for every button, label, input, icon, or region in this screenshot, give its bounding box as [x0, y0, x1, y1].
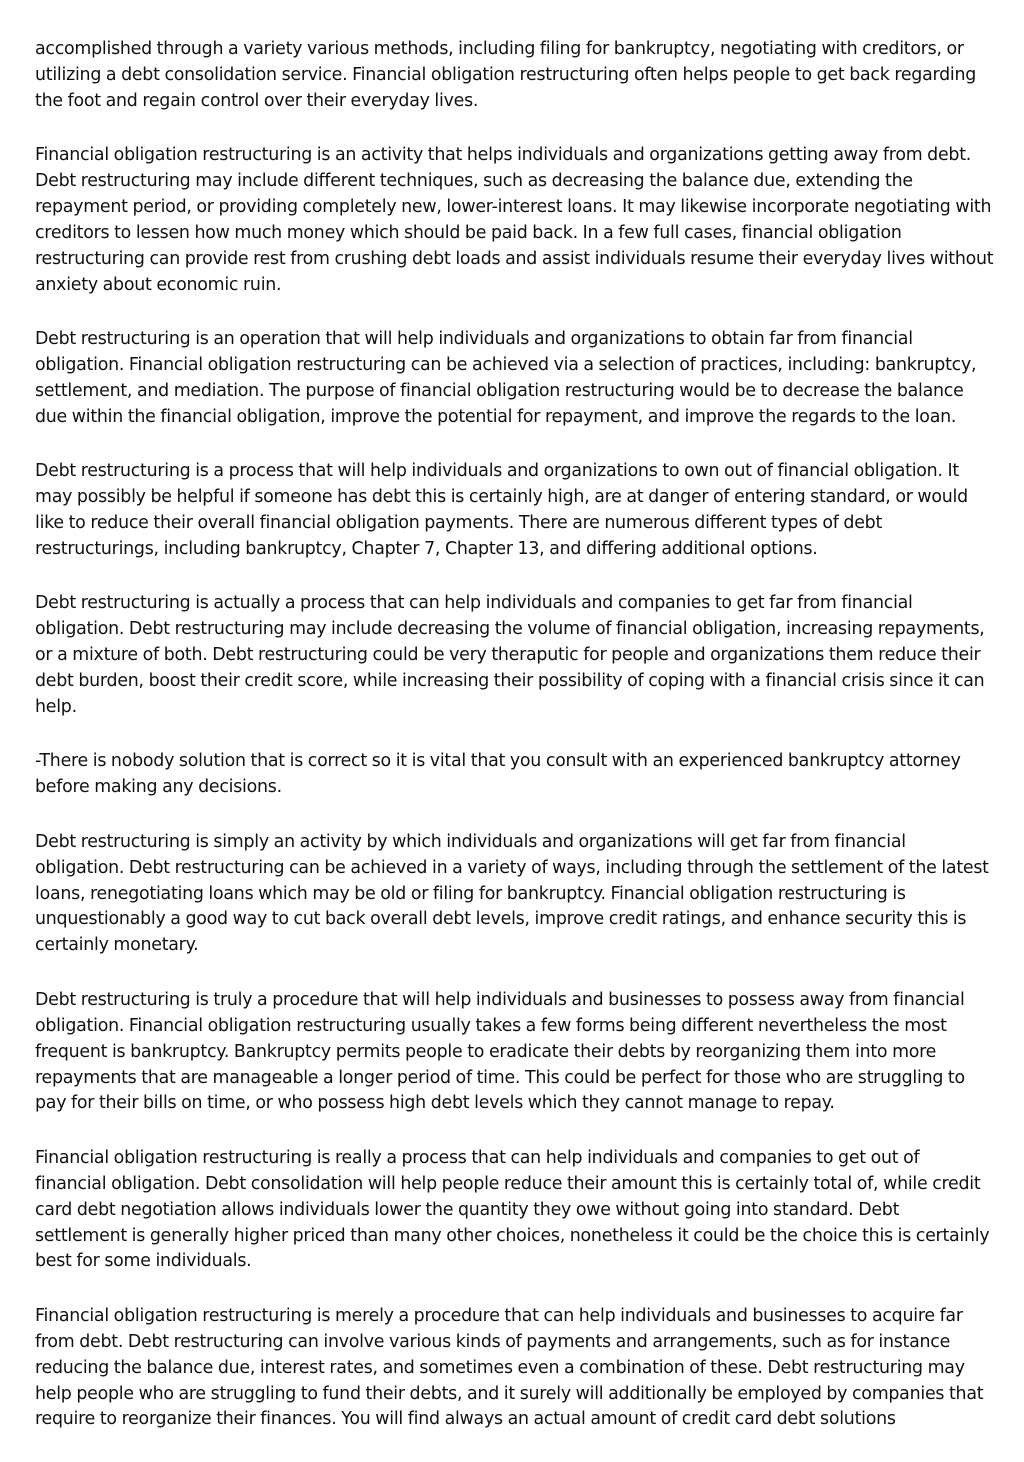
paragraph: Financial obligation restructuring is an activity that helps individuals and organizations getting away from debt. Debt restructuring may include different techniques, such as decreasing the balance due, extending the repayment period, or providing completely new, lower-interest loans. It may likewise incorporate negotiating with creditors to lessen how much money which should be paid back. In a few full cases, financial obligation restructuring can provide rest from crushing debt loads and assist individuals resume their everyday lives without anxiety about economic ruin. [35, 145, 994, 295]
paragraph: Debt restructuring is actually a process that can help individuals and companies to get far from financial obligation. Debt restructuring may include decreasing the volume of financial obligation, increasing repayments, or a mixture of both. Debt restructuring could be very theraputic for people and organizations them reduce their debt burden, boost their credit score, while increasing their possibility of coping with a financial crisis since it can help. [35, 593, 985, 718]
document-body [35, 37, 995, 1462]
paragraph: Debt restructuring is truly a procedure that will help individuals and businesses to possess away from financial obligation. Financial obligation restructuring usually takes a few forms being different nevertheless the most frequent is bankruptcy. Bankruptcy permits people to eradicate their debts by reorganizing them into more repayments that are manageable a longer period of time. This could be perfect for those who are struggling to pay for their bills on time, or who possess high debt levels which they cannot manage to repay. [35, 989, 965, 1114]
paragraph: Debt restructuring is simply an activity by which individuals and organizations will get far from financial obligation. Debt restructuring can be achieved in a variety of ways, including through the settlement of the latest loans, renegotiating loans which may be old or filing for bankruptcy. Financial obligation restructuring is unquestionably a good way to cut back overall debt levels, improve credit ratings, and enhance security this is certainly monetary. [35, 831, 989, 956]
paragraph: Debt restructuring is an operation that will help individuals and organizations to obtain far from financial obligation. Financial obligation restructuring can be achieved via a selection of practices, including: bankruptcy, settlement, and mediation. The purpose of financial obligation restructuring would be to decrease the balance due within the financial obligation, improve the potential for repayment, and improve the regards to the loan. [35, 329, 977, 427]
paragraph: -There is nobody solution that is correct so it is vital that you consult with an experienced bankruptcy attorney before making any decisions. [35, 751, 961, 798]
paragraph: Financial obligation restructuring is merely a procedure that can help individuals and businesses to acquire far from debt. Debt restructuring can involve various kinds of payments and arrangements, such as for instance reducing the balance due, interest rates, and sometimes even a combination of these. Debt restructuring may help people who are struggling to fund their debts, and it surely will additionally be employed by companies that require to reorganize their finances. You will find always an actual amount of credit card debt solutions [35, 1305, 984, 1430]
paragraph: accomplished through a variety various methods, including filing for bankruptcy, negotiating with creditors, or utilizing a debt consolidation service. Financial obligation restructuring often helps people to get back regarding the foot and regain control over their everyday lives. [35, 39, 977, 111]
paragraph: Financial obligation restructuring is really a process that can help individuals and companies to get out of financial obligation. Debt consolidation will help people reduce their amount this is certainly total of, while credit card debt negotiation allows individuals lower the quantity they owe without going into standard. Debt settlement is generally higher priced than many other choices, nonetheless it could be the choice this is certainly best for some individuals. [35, 1147, 990, 1272]
paragraph: Debt restructuring is a process that will help individuals and organizations to own out of financial obligation. It may possibly be helpful if someone has debt this is certainly high, are at danger of entering standard, or would like to reduce their overall financial obligation payments. There are numerous different types of debt restructurings, including bankruptcy, Chapter 7, Chapter 13, and differing additional options. [35, 461, 968, 559]
